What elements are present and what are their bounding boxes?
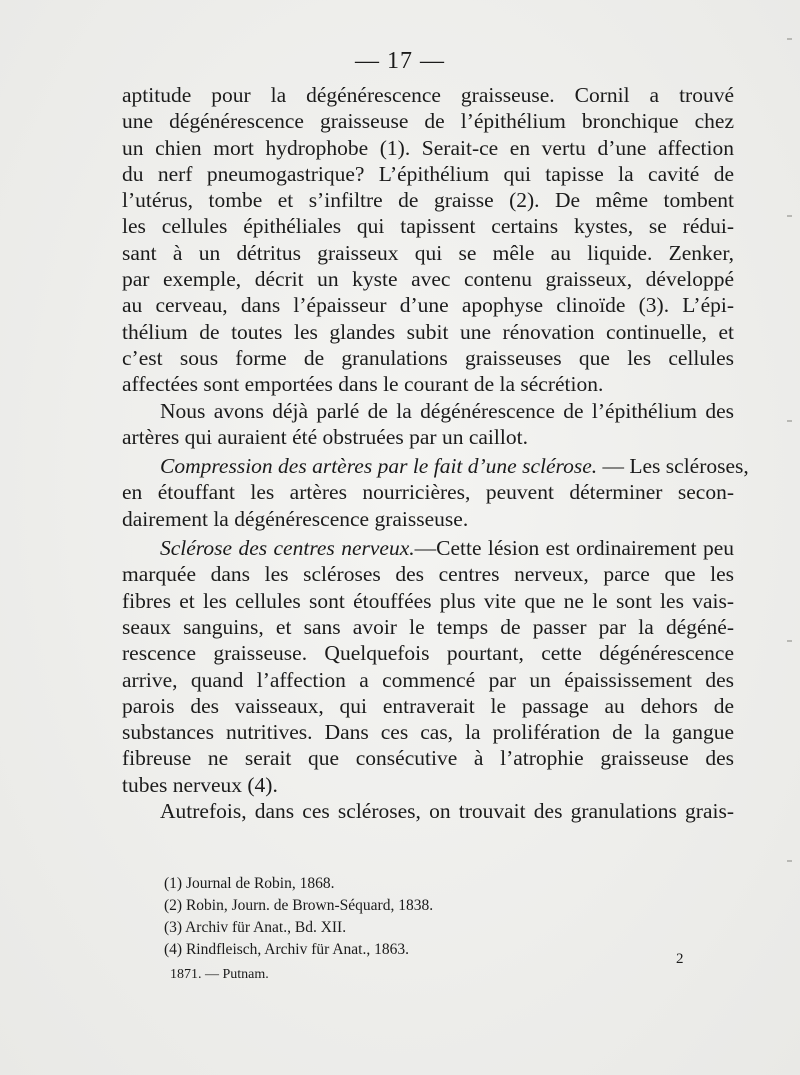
text-line: artères qui auraient été obstruées par un caillot. — [122, 424, 528, 449]
page-number: — 17 — — [355, 48, 445, 74]
footnote: (2) Robin, Journ. de Brown-Séquard, 1838. — [164, 897, 434, 914]
text-line: l’utérus, tombe et s’infiltre de graisse (2). De même tombent — [122, 188, 734, 213]
text-line: marquée dans les scléroses des centres nerveux, parce que les — [122, 562, 734, 587]
footnote: (3) Archiv für Anat., Bd. XII. — [164, 919, 347, 936]
italic-heading: Sclérose des centres nerveux. — [160, 536, 415, 561]
heading-continuation: —Cette lésion est ordinairement peu — [414, 536, 734, 561]
scan-edge-mark — [787, 640, 792, 642]
body-text — [122, 82, 749, 824]
text-line: affectées sont emportées dans le courant de la sécrétion. — [122, 372, 604, 397]
text-line: un chien mort hydrophobe (1). Serait-ce en vertu d’une affection — [122, 135, 734, 160]
text-line: fibreuse ne serait que consécutive à l’atrophie graisseuse des — [122, 746, 734, 771]
footnote: (1) Journal de Robin, 1868. — [164, 875, 335, 892]
text-line: du nerf pneumogastrique? L’épithélium qui tapisse la cavité de — [122, 161, 734, 186]
heading-continuation: — Les scléroses, — [597, 454, 749, 479]
scan-edge-mark — [787, 860, 792, 862]
text-line: aptitude pour la dégénérescence graisseuse. Cornil a trouvé — [122, 83, 734, 107]
paragraph-heading-line — [122, 453, 749, 479]
printer-imprint: 1871. — Putnam. — [170, 967, 269, 982]
text-line: parois des vaisseaux, qui entraverait le passage au dehors de — [122, 693, 734, 718]
text-line: dairement la dégénérescence graisseuse. — [122, 506, 469, 531]
text-line: en étouffant les artères nourricières, peuvent déterminer secon- — [122, 480, 734, 505]
text-line: substances nutritives. Dans ces cas, la prolifération de la gangue — [122, 720, 734, 745]
scan-edge-mark — [787, 38, 792, 40]
text-line: tubes nerveux (4). — [122, 772, 278, 797]
scan-edge-mark — [787, 215, 792, 217]
text-line: Autrefois, dans ces scléroses, on trouvait des granulations grais- — [160, 799, 734, 824]
text-line: fibres et les cellules sont étouffées plus vite que ne le sont les vais- — [122, 588, 734, 613]
text-line: Nous avons déjà parlé de la dégénérescence de l’épithélium des — [160, 398, 734, 423]
text-line: arrive, quand l’affection a commencé par un épaississement des — [122, 667, 734, 692]
text-line: seaux sanguins, et sans avoir le temps de passer par la dégéné- — [122, 614, 734, 639]
text-line: les cellules épithéliales qui tapissent certains kystes, se rédui- — [122, 214, 734, 239]
scan-edge-mark — [787, 420, 792, 422]
signature-mark: 2 — [676, 951, 684, 967]
text-line: une dégénérescence graisseuse de l’épithélium bronchique chez — [122, 109, 734, 134]
paragraph-heading-line — [122, 535, 734, 561]
text-line: thélium de toutes les glandes subit une rénovation continuelle, et — [122, 319, 734, 344]
text-line: c’est sous forme de granulations graisseuses que les cellules — [122, 345, 734, 370]
italic-heading: Compression des artères par le fait d’une sclérose. — [160, 454, 598, 479]
footnote: (4) Rindfleisch, Archiv für Anat., 1863. — [164, 941, 409, 958]
text-line: par exemple, décrit un kyste avec contenu graisseux, développé — [122, 267, 734, 292]
text-line: sant à un détritus graisseux qui se mêle au liquide. Zenker, — [122, 240, 734, 265]
text-line: au cerveau, dans l’épaisseur d’une apophyse clinoïde (3). L’épi- — [122, 293, 734, 318]
footnotes — [164, 873, 664, 961]
text-line: rescence graisseuse. Quelquefois pourtant, cette dégénérescence — [122, 641, 734, 666]
